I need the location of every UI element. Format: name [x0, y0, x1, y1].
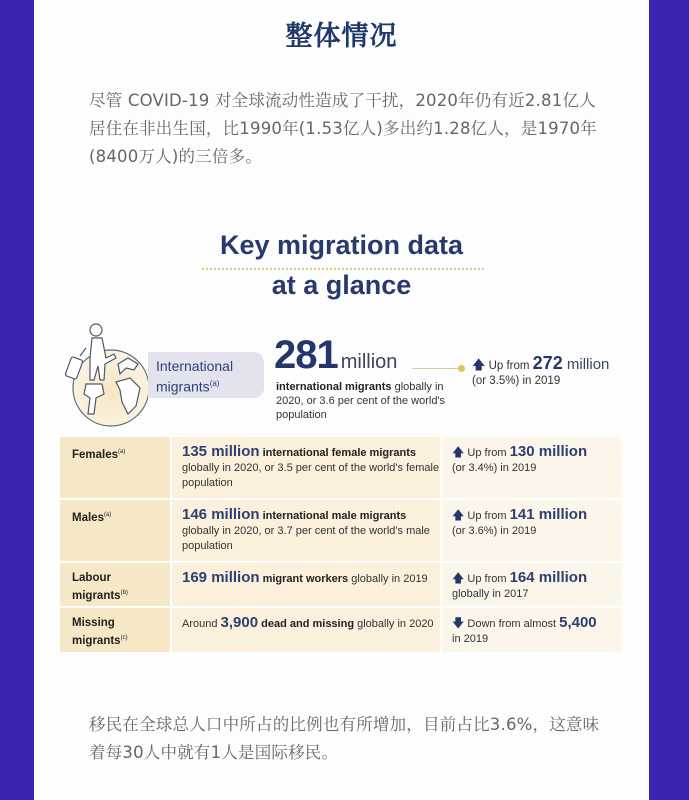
row-label: Missing migrants$^{(c)}$ — [60, 608, 170, 652]
headline-label-pill — [148, 352, 264, 398]
up-arrow-icon: 🡅 — [452, 571, 465, 585]
down-arrow-icon: 🡇 — [452, 616, 465, 630]
infographic-title-line2: at a glance — [271, 270, 412, 300]
up-arrow-icon: 🡅 — [472, 357, 486, 372]
migration-data-table — [60, 437, 622, 654]
row-label: Labour migrants$^{(b)}$ — [60, 563, 170, 606]
table-row-females — [60, 437, 622, 498]
table-row-labour-migrants — [60, 563, 622, 606]
row-value: 146 million international male migrants globally in 2020, or 3.7 per cent of the world's male population — [172, 500, 440, 561]
row-value: 169 million migrant workers globally in 2019 — [172, 563, 440, 606]
intro-paragraph: 尽管 COVID-19 对全球流动性造成了干扰，2020年仍有近2.81亿人居住在非出生国，比1990年(1.53亿人)多出约1.28亿人，是1970年(8400万人)的三倍多。 — [89, 91, 597, 166]
headline-label-line2: migrants — [156, 378, 210, 395]
up-arrow-icon: 🡅 — [452, 445, 465, 459]
headline-change: 🡅 Up from 272 million (or 3.5%) in 2019 — [472, 353, 610, 387]
row-value: Around 3,900 dead and missing globally in 2020 — [172, 608, 440, 652]
headline-description: international migrants globally in 2020, or 3.6 per cent of the world's population — [276, 381, 446, 421]
closing-paragraph: 移民在全球总人口中所占的比例也有所增加，目前占比3.6%，这意味着每30人中就有1人是国际移民。 — [89, 715, 600, 762]
row-change: 🡇 Down from almost 5,400 in 2019 — [442, 608, 622, 652]
table-row-missing-migrants — [60, 608, 622, 652]
globe-traveller-icon — [56, 318, 156, 428]
up-arrow-icon: 🡅 — [452, 508, 465, 522]
connector-line — [412, 368, 460, 369]
footnote-marker: (a) — [209, 379, 220, 388]
row-change: 🡅 Up from 164 million globally in 2017 — [442, 563, 622, 606]
section-title: 整体情况 — [285, 21, 398, 52]
headline-label: International — [156, 358, 234, 374]
row-change: 🡅 Up from 130 million (or 3.4%) in 2019 — [442, 437, 622, 498]
connector-dot — [458, 365, 465, 372]
infographic-title-line1: Key migration data — [219, 230, 464, 260]
row-value: 135 million international female migrants globally in 2020, or 3.5 per cent of the world's female population — [172, 437, 440, 498]
headline-value — [274, 333, 397, 378]
row-label: Males$^{(a)}$ — [60, 500, 170, 561]
content-panel — [34, 0, 649, 800]
row-change: 🡅 Up from 141 million (or 3.6%) in 2019 — [442, 500, 622, 561]
headline-unit: million — [340, 351, 398, 373]
table-row-males — [60, 500, 622, 561]
headline-number: 281 — [274, 333, 338, 377]
row-label: Females$^{(a)}$ — [60, 437, 170, 498]
